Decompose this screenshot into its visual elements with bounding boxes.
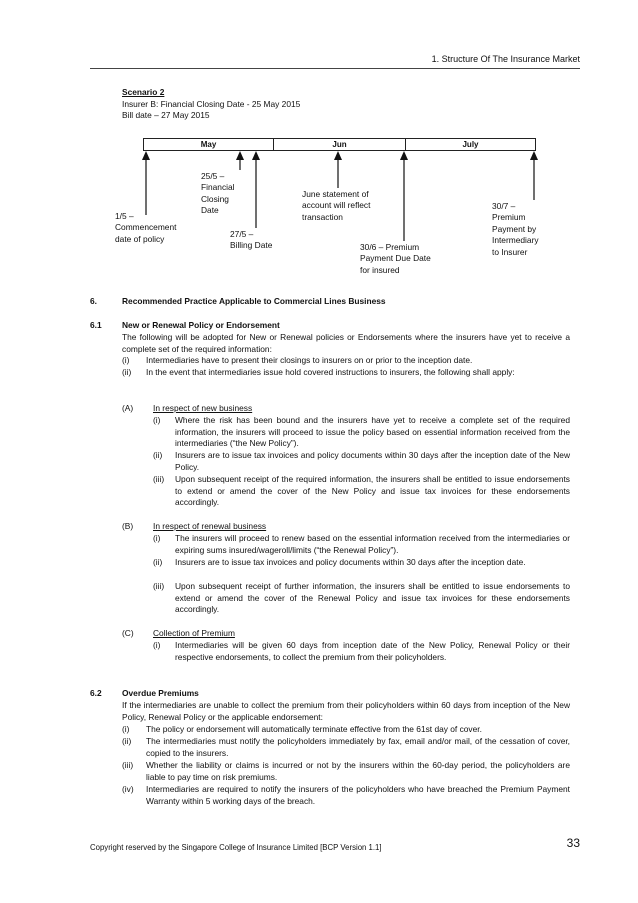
section-6-1-number: 6.1 (90, 320, 102, 330)
subsection-a-title: In respect of new business (153, 403, 253, 413)
list-item-text: The insurers will proceed to renew based on the essential information received from the intermediaries or expiring sums insured/wageroll/limits (“the Renewal Policy”). (175, 533, 570, 555)
list-item-number: (i) (122, 724, 130, 734)
list-item-number: (i) (122, 355, 130, 365)
footer-copyright: Copyright reserved by the Singapore College of Insurance Limited [BCP Version 1.1] (90, 843, 382, 852)
scenario-title: Scenario 2 (122, 87, 165, 97)
list-item-number: (ii) (153, 557, 163, 567)
list-item-text: Insurers are to issue tax invoices and policy documents within 30 days after the inception date. (175, 557, 526, 567)
arrowhead-financial-closing (236, 151, 244, 160)
list-item-number: (i) (153, 415, 161, 425)
label-premium-due: 30/6 – Premium Payment Due Date for insured (360, 242, 431, 275)
arrowhead-premium-due (400, 151, 408, 160)
arrowhead-billing (252, 151, 260, 160)
list-item-number: (iv) (122, 784, 134, 794)
scenario-line-2: Bill date – 27 May 2015 (122, 110, 210, 121)
section-6-2-title: Overdue Premiums (122, 688, 199, 698)
list-item-text: Upon subsequent receipt of further information, the insurers shall be entitled to issue endorsements to extend or amend the cover of the Renewal Policy and issue tax invoices for these endorsements accordingly. (175, 581, 570, 615)
list-item-text: In the event that intermediaries issue hold covered instructions to insurers, the following shall apply: (146, 367, 515, 377)
list-item-number: (i) (153, 640, 161, 650)
running-header: 1. Structure Of The Insurance Market (431, 54, 580, 64)
list-item-number: (ii) (153, 450, 163, 460)
list-item-text: Upon subsequent receipt of the required information, the insurers shall be entitled to issue endorsements to extend or amend the cover of the New Policy and issue tax invoices for these endorsements accordingly. (175, 474, 570, 508)
arrowhead-commencement (142, 151, 150, 160)
list-item-text: The policy or endorsement will automatically terminate effective from the 61st day of cover. (146, 724, 482, 734)
subsection-c-title: Collection of Premium (153, 628, 235, 638)
section-6-title: Recommended Practice Applicable to Commercial Lines Business (122, 296, 386, 306)
list-item-number: (ii) (122, 736, 132, 746)
list-item-number: (i) (153, 533, 161, 543)
timeline-month-may: May (144, 139, 274, 150)
list-item-number: (iii) (153, 474, 165, 484)
label-june-statement: June statement of account will reflect transaction (302, 189, 371, 222)
arrowhead-premium-to-insurer (530, 151, 538, 160)
subsection-c-label: (C) (122, 628, 134, 638)
section-6-1-intro: The following will be adopted for New or Renewal policies or Endorsements where the insurers have yet to receive a complete set of the required information: (122, 332, 570, 354)
timeline-month-jun: Jun (274, 139, 406, 150)
arrowhead-june-statement (334, 151, 342, 160)
section-6-1-title: New or Renewal Policy or Endorsement (122, 320, 280, 330)
page-number: 33 (566, 836, 580, 850)
subsection-b-title: In respect of renewal business (153, 521, 267, 531)
list-item-number: (iii) (122, 760, 134, 770)
label-commencement: 1/5 – Commencement date of policy (115, 211, 177, 244)
list-item-text: Intermediaries have to present their closings to insurers on or prior to the inception date. (146, 355, 473, 365)
label-premium-to-insurer: 30/7 – Premium Payment by Intermediary to Insurer (492, 201, 539, 257)
list-item-text: Where the risk has been bound and the insurers have yet to receive a complete set of the required information, the insurers will proceed to issue the policy based on essential information received from the intermediaries (“the New Policy”). (175, 415, 570, 449)
section-6-2-number: 6.2 (90, 688, 102, 698)
list-item-number: (ii) (122, 367, 132, 377)
label-billing: 27/5 – Billing Date (230, 229, 273, 251)
list-item-number: (iii) (153, 581, 165, 591)
list-item-text: Intermediaries will be given 60 days from inception date of the New Policy, Renewal Policy or their respective endorsements, to collect the premium from their policyholders. (175, 640, 570, 662)
label-financial-closing: 25/5 – Financial Closing Date (201, 171, 235, 216)
list-item-text: Whether the liability or claims is incurred or not by the insurers within the 60-day period, the policyholders are liable to pay time on risk premiums. (146, 760, 570, 782)
list-item-text: Insurers are to issue tax invoices and policy documents within 30 days after the inception date of the New Policy. (175, 450, 570, 472)
list-item-text: The intermediaries must notify the policyholders immediately by fax, email and/or mail, of the cessation of cover, copied to the insurers. (146, 736, 570, 758)
subsection-b-label: (B) (122, 521, 134, 531)
timeline-month-jul: July (462, 140, 479, 149)
list-item-text: Intermediaries are required to notify the insurers of the policyholders who have breached the Premium Payment Warranty within 5 working days of the breach. (146, 784, 570, 806)
subsection-a-label: (A) (122, 403, 134, 413)
section-6-number: 6. (90, 296, 97, 306)
section-6-2-intro: If the intermediaries are unable to collect the premium from their policyholders within 60 days from inception of the New Policy, Renewal Policy or the applicable endorsement: (122, 700, 570, 722)
scenario-line-1: Insurer B: Financial Closing Date - 25 May 2015 (122, 98, 301, 109)
